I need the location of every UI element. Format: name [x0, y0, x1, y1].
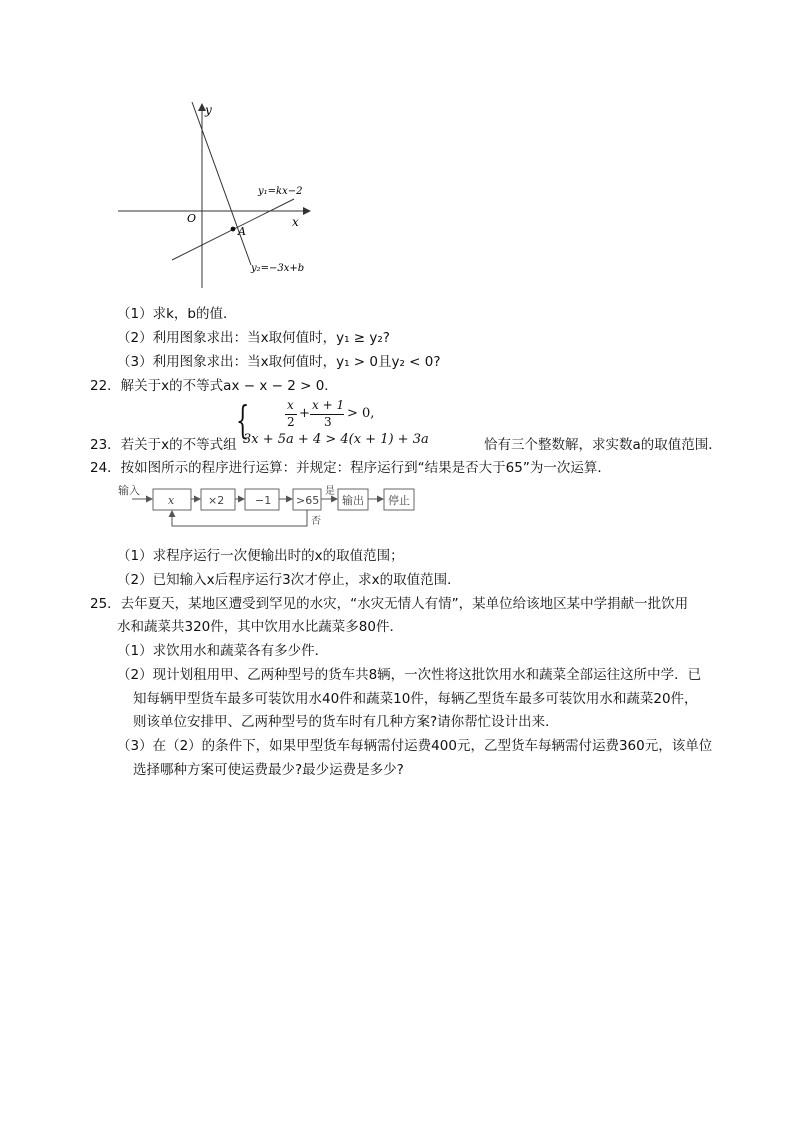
- flow-box-gt65-text: >65: [296, 494, 320, 507]
- q25-part2-line2: 知每辆甲型货车最多可装饮用水40件和蔬菜10件，每辆乙型货车最多可装饮用水和蔬菜20件，: [133, 691, 698, 707]
- q21-part1: （1）求k，b的值．: [117, 306, 237, 322]
- q25-part2-line3: 则该单位安排甲、乙两种型号的货车时有几种方案?请你帮忙设计出来．: [133, 714, 559, 730]
- q21-part3: （3）利用图象求出：当x取何值时，y₁ > 0且y₂ < 0?: [117, 354, 441, 370]
- q23-line2: 3x + 5a + 4 > 4(x + 1) + 3a: [243, 432, 429, 447]
- q21-part2: （2）利用图象求出：当x取何值时，y₁ ≥ y₂?: [117, 330, 390, 346]
- q25-line1: 25．去年夏天，某地区遭受到罕见的水灾，“水灾无情人有情”，某单位给该地区某中学捐献一批饮用: [90, 596, 689, 612]
- flow-box-times2-text: ×2: [208, 494, 225, 507]
- q24-text: 24．按如图所示的程序进行运算：并规定：程序运行到“结果是否大于65”为一次运算．: [90, 460, 611, 476]
- q23-frac2-num: x + 1: [312, 398, 345, 412]
- q22-text: 22．解关于x的不等式ax − x − 2 > 0．: [90, 378, 338, 394]
- q23-frac1-den: 2: [287, 415, 295, 429]
- q25-part1: （1）求饮用水和蔬菜各有多少件．: [117, 643, 329, 659]
- flow-yes-label: 是: [325, 486, 335, 497]
- q24-part2: （2）已知输入x后程序运行3次才停止，求x的取值范围．: [117, 572, 461, 588]
- coordinate-graph: [110, 100, 320, 290]
- q25-line2: 水和蔬菜共320件，其中饮用水比蔬菜多80件．: [117, 619, 403, 635]
- q25-part2-line1: （2）现计划租用甲、乙两种型号的货车共8辆，一次性将这批饮用水和蔬菜全部运往这所中学．已: [117, 667, 702, 683]
- line-y2: [192, 102, 251, 265]
- point-a: [231, 227, 236, 232]
- q23-tail1: > 0,: [347, 406, 375, 421]
- q23-frac1-num: x: [287, 398, 294, 412]
- q23-suffix: 恰有三个整数解，求实数a的取值范围．: [484, 437, 722, 453]
- point-a-label: A: [238, 225, 246, 238]
- q23-prefix: 23．若关于x的不等式组: [90, 437, 237, 453]
- y-axis-label: y: [205, 103, 212, 117]
- origin-label: O: [187, 212, 197, 225]
- q23-system: [90, 396, 722, 454]
- line2-label: y₂=−3x+b: [251, 263, 305, 274]
- flowchart: [112, 482, 432, 532]
- q24-part1: （1）求程序运行一次便输出时的x的取值范围；: [117, 548, 404, 564]
- q23-frac2-den: 3: [324, 415, 332, 429]
- x-axis-label: x: [292, 215, 299, 229]
- q25-part3-line2: 选择哪种方案可使运费最少?最少运费是多少?: [133, 762, 404, 778]
- line1-label: y₁=kx−2: [258, 186, 303, 197]
- flow-box-stop-text: 停止: [388, 494, 410, 507]
- q23-plus: +: [299, 406, 310, 421]
- q25-part3-line1: （3）在（2）的条件下，如果甲型货车每辆需付运费400元，乙型货车每辆需付运费360元，该单位: [117, 738, 713, 754]
- flow-box-x-text: x: [168, 494, 175, 507]
- flow-input-label: 输入: [118, 484, 140, 497]
- flow-no-label: 否: [311, 516, 321, 527]
- flow-box-minus1-text: −1: [255, 494, 272, 507]
- flow-loop-back: [172, 510, 307, 526]
- flow-box-output-text: 输出: [342, 494, 364, 507]
- q23-brace: {: [236, 398, 250, 442]
